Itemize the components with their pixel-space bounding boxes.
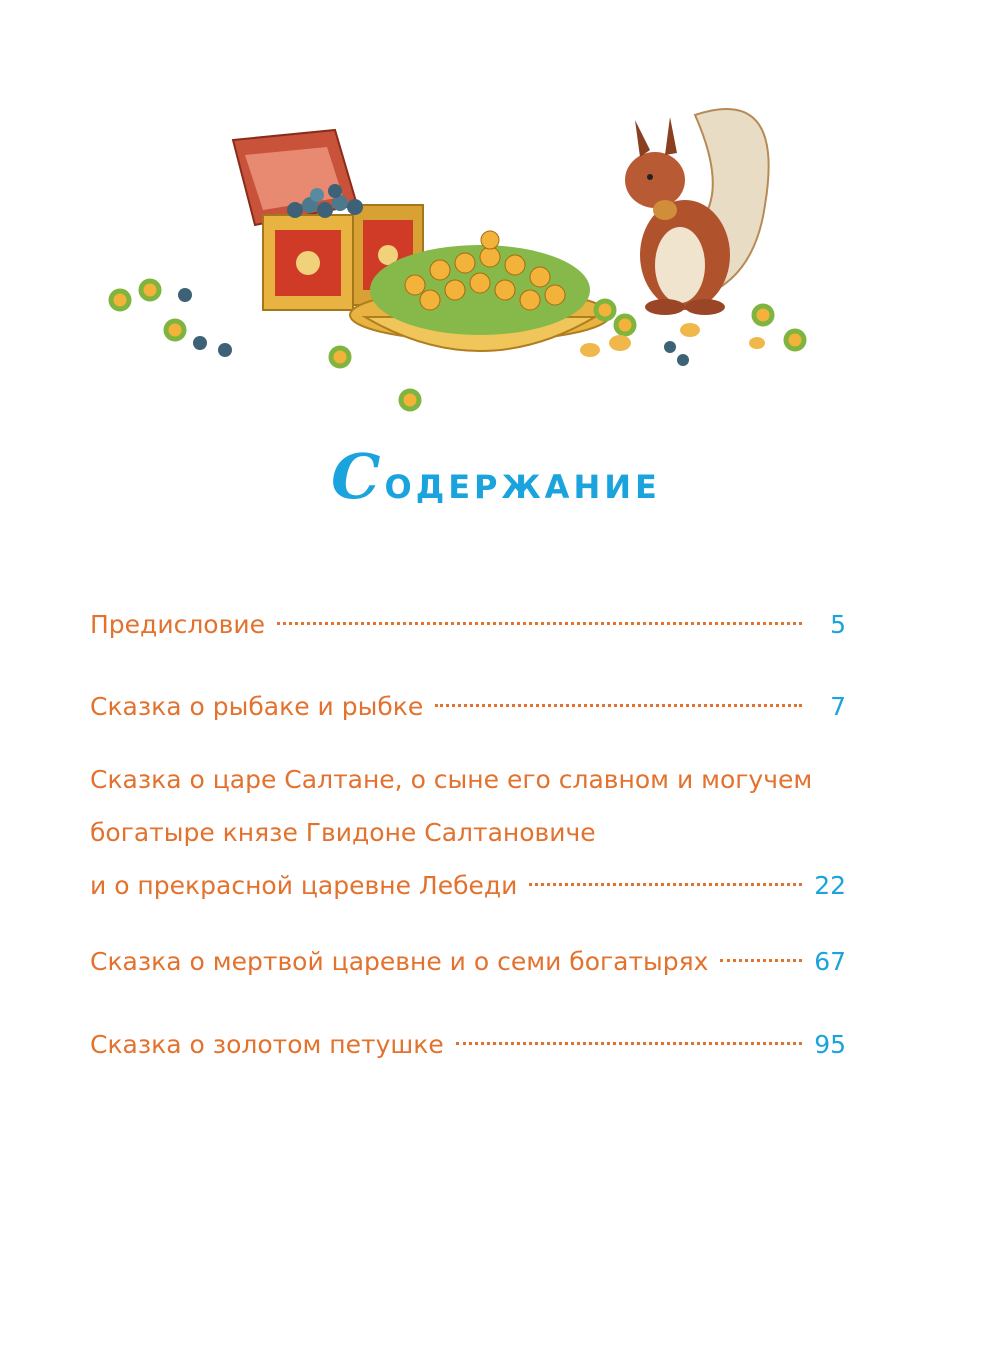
leader-dots xyxy=(456,1041,802,1045)
leader-dots xyxy=(720,958,802,962)
title-initial: С xyxy=(331,440,385,513)
toc-entry-golden-cockerel[interactable] xyxy=(90,1020,846,1070)
page-title xyxy=(0,440,992,513)
toc-entry-title-line-1: Сказка о царе Салтане, о сыне его славном и могучем xyxy=(90,765,813,794)
toc-entry-title-line-2: богатыре князе Гвидоне Салтановиче xyxy=(90,818,596,847)
toc-page-number: 7 xyxy=(830,692,846,721)
toc-page-number: 67 xyxy=(814,947,846,976)
toc-entry-title: Предисловие xyxy=(90,610,265,639)
toc-entry-title: Сказка о мертвой царевне и о семи богатырях xyxy=(90,947,709,976)
toc-page-number: 22 xyxy=(814,871,846,900)
toc-entry-saltan[interactable] xyxy=(90,755,846,911)
squirrel-illustration xyxy=(95,85,825,425)
leader-dots xyxy=(277,621,802,625)
toc-entry-dead-princess[interactable] xyxy=(90,937,846,987)
leader-dots xyxy=(435,703,802,707)
squirrel xyxy=(625,109,769,315)
toc-entry-title: Сказка о рыбаке и рыбке xyxy=(90,692,424,721)
toc-page-number: 95 xyxy=(814,1030,846,1059)
toc-entry-title: Сказка о золотом петушке xyxy=(90,1030,444,1059)
leader-dots xyxy=(529,882,802,886)
title-rest: одержание xyxy=(384,455,661,509)
toc-entry-preface[interactable] xyxy=(90,600,846,650)
toc-page-number: 5 xyxy=(830,610,846,639)
toc-entry-fisherman[interactable] xyxy=(90,682,846,732)
toc-entry-title-line-3: и о прекрасной царевне Лебеди xyxy=(90,871,518,900)
